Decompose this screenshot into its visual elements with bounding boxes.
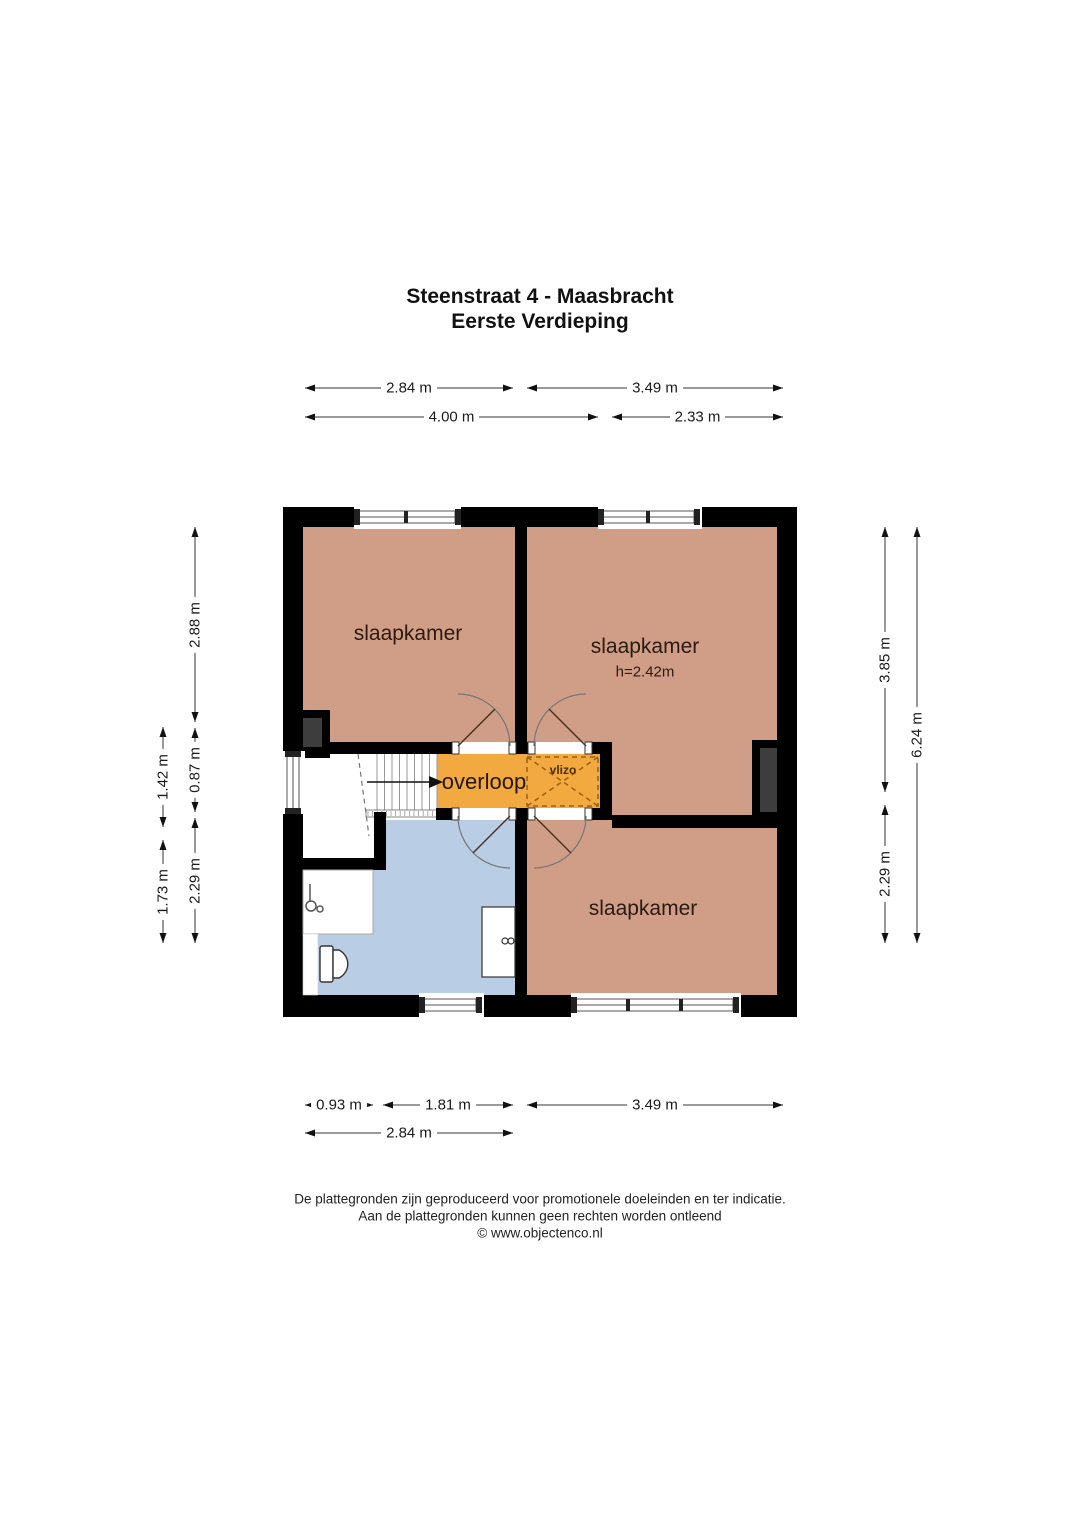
washbasin-cabinet [482,907,515,977]
wall-landing-bottom-left [436,808,452,820]
dimension-label: 1.42 m [155,749,172,805]
wall-landing-right [600,742,612,820]
bathroom-ledge [303,934,318,995]
bedroom-top-right-height-label: h=2.42m [615,663,675,681]
dimension-label: 1.73 m [155,864,172,920]
dimension-label: 0.87 m [187,742,204,798]
bedroom-top-left-label: slaapkamer [353,622,463,645]
dimension-label: 0.93 m [311,1097,367,1114]
dimension-label: 2.33 m [670,409,726,426]
bedroom-bottom-label: slaapkamer [588,897,698,920]
window-top-right [598,505,702,529]
duct-right [760,748,777,812]
wall-landing-bottom-mid [516,808,528,820]
bedroom-top-right-label: slaapkamer [590,635,700,658]
dimension-label: 6.24 m [909,707,926,763]
wall-right [777,507,797,1017]
dimension-label: 2.29 m [877,846,894,902]
window-bottom-small [419,993,484,1017]
footer-disclaimer-2: Aan de plattegronden kunnen geen rechten worden ontleend [358,1208,722,1224]
dimension-label: 4.00 m [424,409,480,426]
dimension-label: 3.49 m [627,380,683,397]
wall-center-bottom [515,820,527,995]
room-fills [303,527,777,995]
dimension-label: 2.88 m [187,597,204,653]
window-left [281,751,305,814]
faucet-icon [502,938,508,944]
page-subtitle: Eerste Verdieping [451,310,629,333]
wall-landing-top-mid [516,742,528,754]
dimension-label: 3.49 m [627,1097,683,1114]
landing-label: overloop [441,769,527,794]
stairs-headroom-line [358,754,369,836]
dimension-label: 2.84 m [381,1125,437,1142]
attic-hatch-label: vlizo [549,763,577,777]
dimension-label: 1.81 m [420,1097,476,1114]
footer-disclaimer-1: De plattegronden zijn geproduceerd voor promotionele doeleinden en ter indicatie. [294,1191,786,1207]
dimension-label: 3.85 m [877,632,894,688]
wall-center-top [515,527,527,742]
wall-stairwell-bottom [303,858,386,870]
dimension-label: 2.84 m [381,380,437,397]
faucet-icon [508,938,514,944]
page-title: Steenstraat 4 - Maasbracht [406,285,674,308]
window-bottom-large [571,993,741,1017]
duct-left [303,718,322,747]
dimension-label: 2.29 m [187,853,204,909]
window-top-left [354,505,461,529]
footer-copyright: © www.objectenco.nl [477,1225,603,1241]
